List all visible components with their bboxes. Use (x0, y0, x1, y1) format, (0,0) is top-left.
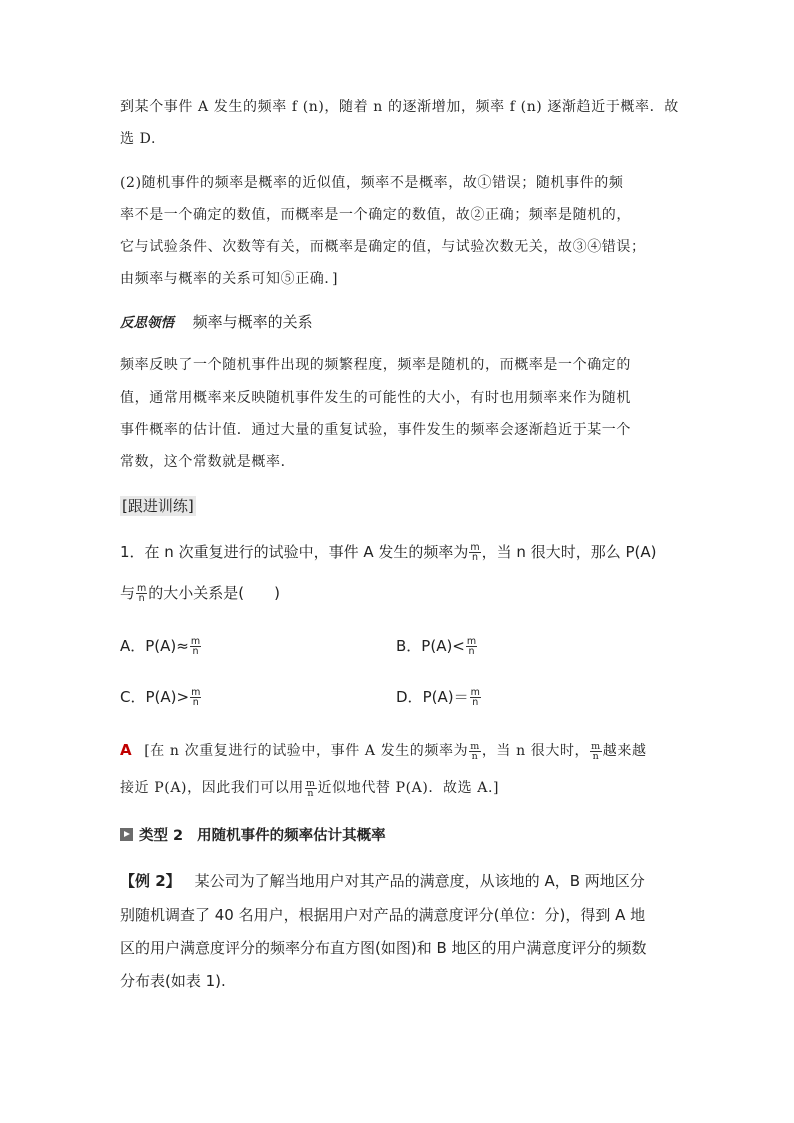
solution-text-line: 它与试验条件、次数等有关，而概率是确定的值，与试验次数无关，故③④错误； (120, 239, 646, 255)
section-title: 用随机事件的频率估计其概率 (197, 828, 386, 844)
fraction-denominator: n (468, 646, 475, 657)
example-line: 分布表(如表 1). (120, 972, 226, 990)
fraction-denominator: n (472, 552, 479, 563)
fraction-denominator: n (472, 697, 479, 708)
option-d[interactable] (396, 687, 482, 707)
fraction-numerator: m (190, 636, 201, 647)
option-label: C． (120, 688, 146, 706)
fraction-m-over-n (136, 584, 147, 603)
example-line (120, 871, 645, 891)
fraction-m-over-n (190, 688, 201, 707)
fraction-m-over-n (470, 688, 481, 707)
fraction-numerator: m (191, 687, 201, 698)
training-label: [跟进训练] (122, 497, 194, 515)
reflect-text-line: 频率反映了一个随机事件出现的频繁程度，频率是随机的，而概率是一个确定的 (120, 357, 631, 373)
answer-text: 近似地代替 P(A)．故选 A.] (317, 780, 500, 796)
question-line (120, 583, 280, 603)
question-text: 1．在 n 次重复进行的试验中，事件 A 发生的频率为 (120, 543, 469, 561)
reflect-tag: 反思领悟 (120, 315, 174, 331)
answer-line (120, 740, 647, 761)
answer-letter: A (120, 741, 133, 759)
option-expression: P(A)> (145, 688, 190, 706)
fraction-denominator: n (192, 697, 199, 708)
fraction-m-over-n (469, 742, 481, 761)
fraction-m-over-n (466, 637, 477, 656)
fraction-numerator: m (470, 542, 480, 553)
fraction-numerator: m (591, 740, 601, 752)
answer-text: 接近 P(A)，因此我们可以用 (120, 780, 304, 796)
solution-text-line: 由频率与概率的关系可知⑤正确．] (120, 271, 339, 287)
option-label: A． (120, 637, 146, 655)
fraction-numerator: m (466, 636, 477, 647)
option-expression: P(A)≈ (145, 637, 189, 655)
solution-text-line: (2)随机事件的频率是概率的近似值，频率不是概率，故①错误；随机事件的频 (120, 175, 624, 191)
fraction-denominator: n (471, 750, 479, 762)
option-a[interactable] (120, 636, 202, 656)
reflect-title: 频率与概率的关系 (192, 313, 313, 331)
fraction-denominator: n (592, 750, 600, 762)
solution-text-line: 选 D. (120, 131, 157, 147)
play-triangle-icon (120, 828, 133, 841)
reflect-text-line: 常数，这个常数就是概率． (120, 454, 296, 470)
question-text: 与 (120, 584, 136, 602)
fraction-m-over-n (469, 543, 480, 562)
answer-text: [在 n 次重复进行的试验中，事件 A 发生的频率为 (144, 743, 469, 759)
fraction-numerator: m (305, 777, 316, 789)
fraction-denominator: n (192, 646, 199, 657)
fraction-denominator: n (138, 593, 145, 604)
fraction-numerator: m (470, 740, 480, 752)
reflect-text-line: 事件概率的估计值．通过大量的重复试验，事件发生的频率会逐渐趋近于某一个 (120, 422, 631, 438)
reflect-heading (120, 312, 313, 333)
answer-text: ，当 n 很大时， (481, 743, 590, 759)
option-b[interactable] (396, 636, 478, 656)
fraction-numerator: m (470, 687, 480, 698)
question-text: ，当 n 很大时，那么 P(A) (481, 543, 657, 561)
option-label: B． (396, 637, 422, 655)
example-line: 区的用户满意度评分的频率分布直方图(如图)和 B 地区的用户满意度评分的频数 (120, 939, 647, 957)
example-line: 别随机调查了 40 名用户，根据用户对产品的满意度评分(单位：分)，得到 A 地 (120, 906, 646, 924)
option-label: D． (396, 688, 423, 706)
fraction-denominator: n (307, 787, 315, 799)
question-text: 的大小关系是( ) (148, 584, 280, 602)
solution-text-line: 到某个事件 A 发生的频率 f (n)，随着 n 的逐渐增加，频率 f (n) 逐渐趋近于概率．故 (120, 99, 679, 115)
option-expression: P(A)＝ (422, 688, 469, 706)
section-label: 类型 2 (139, 828, 184, 844)
answer-text: 越来越 (602, 743, 647, 759)
section-heading (120, 826, 386, 846)
fraction-m-over-n (590, 742, 602, 761)
option-expression: P(A)< (421, 637, 465, 655)
example-text: 某公司为了解当地用户对其产品的满意度，从该地的 A，B 两地区分 (194, 872, 645, 890)
answer-line (120, 778, 499, 798)
question-line (120, 542, 656, 562)
example-tag: 【例 2】 (120, 872, 181, 890)
fraction-m-over-n (190, 637, 201, 656)
solution-text-line: 率不是一个确定的数值，而概率是一个确定的数值，故②正确；频率是随机的， (120, 207, 631, 223)
option-c[interactable] (120, 687, 202, 707)
reflect-text-line: 值，通常用概率来反映随机事件发生的可能性的大小，有时也用频率来作为随机 (120, 390, 631, 406)
fraction-m-over-n (305, 779, 317, 798)
fraction-numerator: m (137, 583, 147, 594)
